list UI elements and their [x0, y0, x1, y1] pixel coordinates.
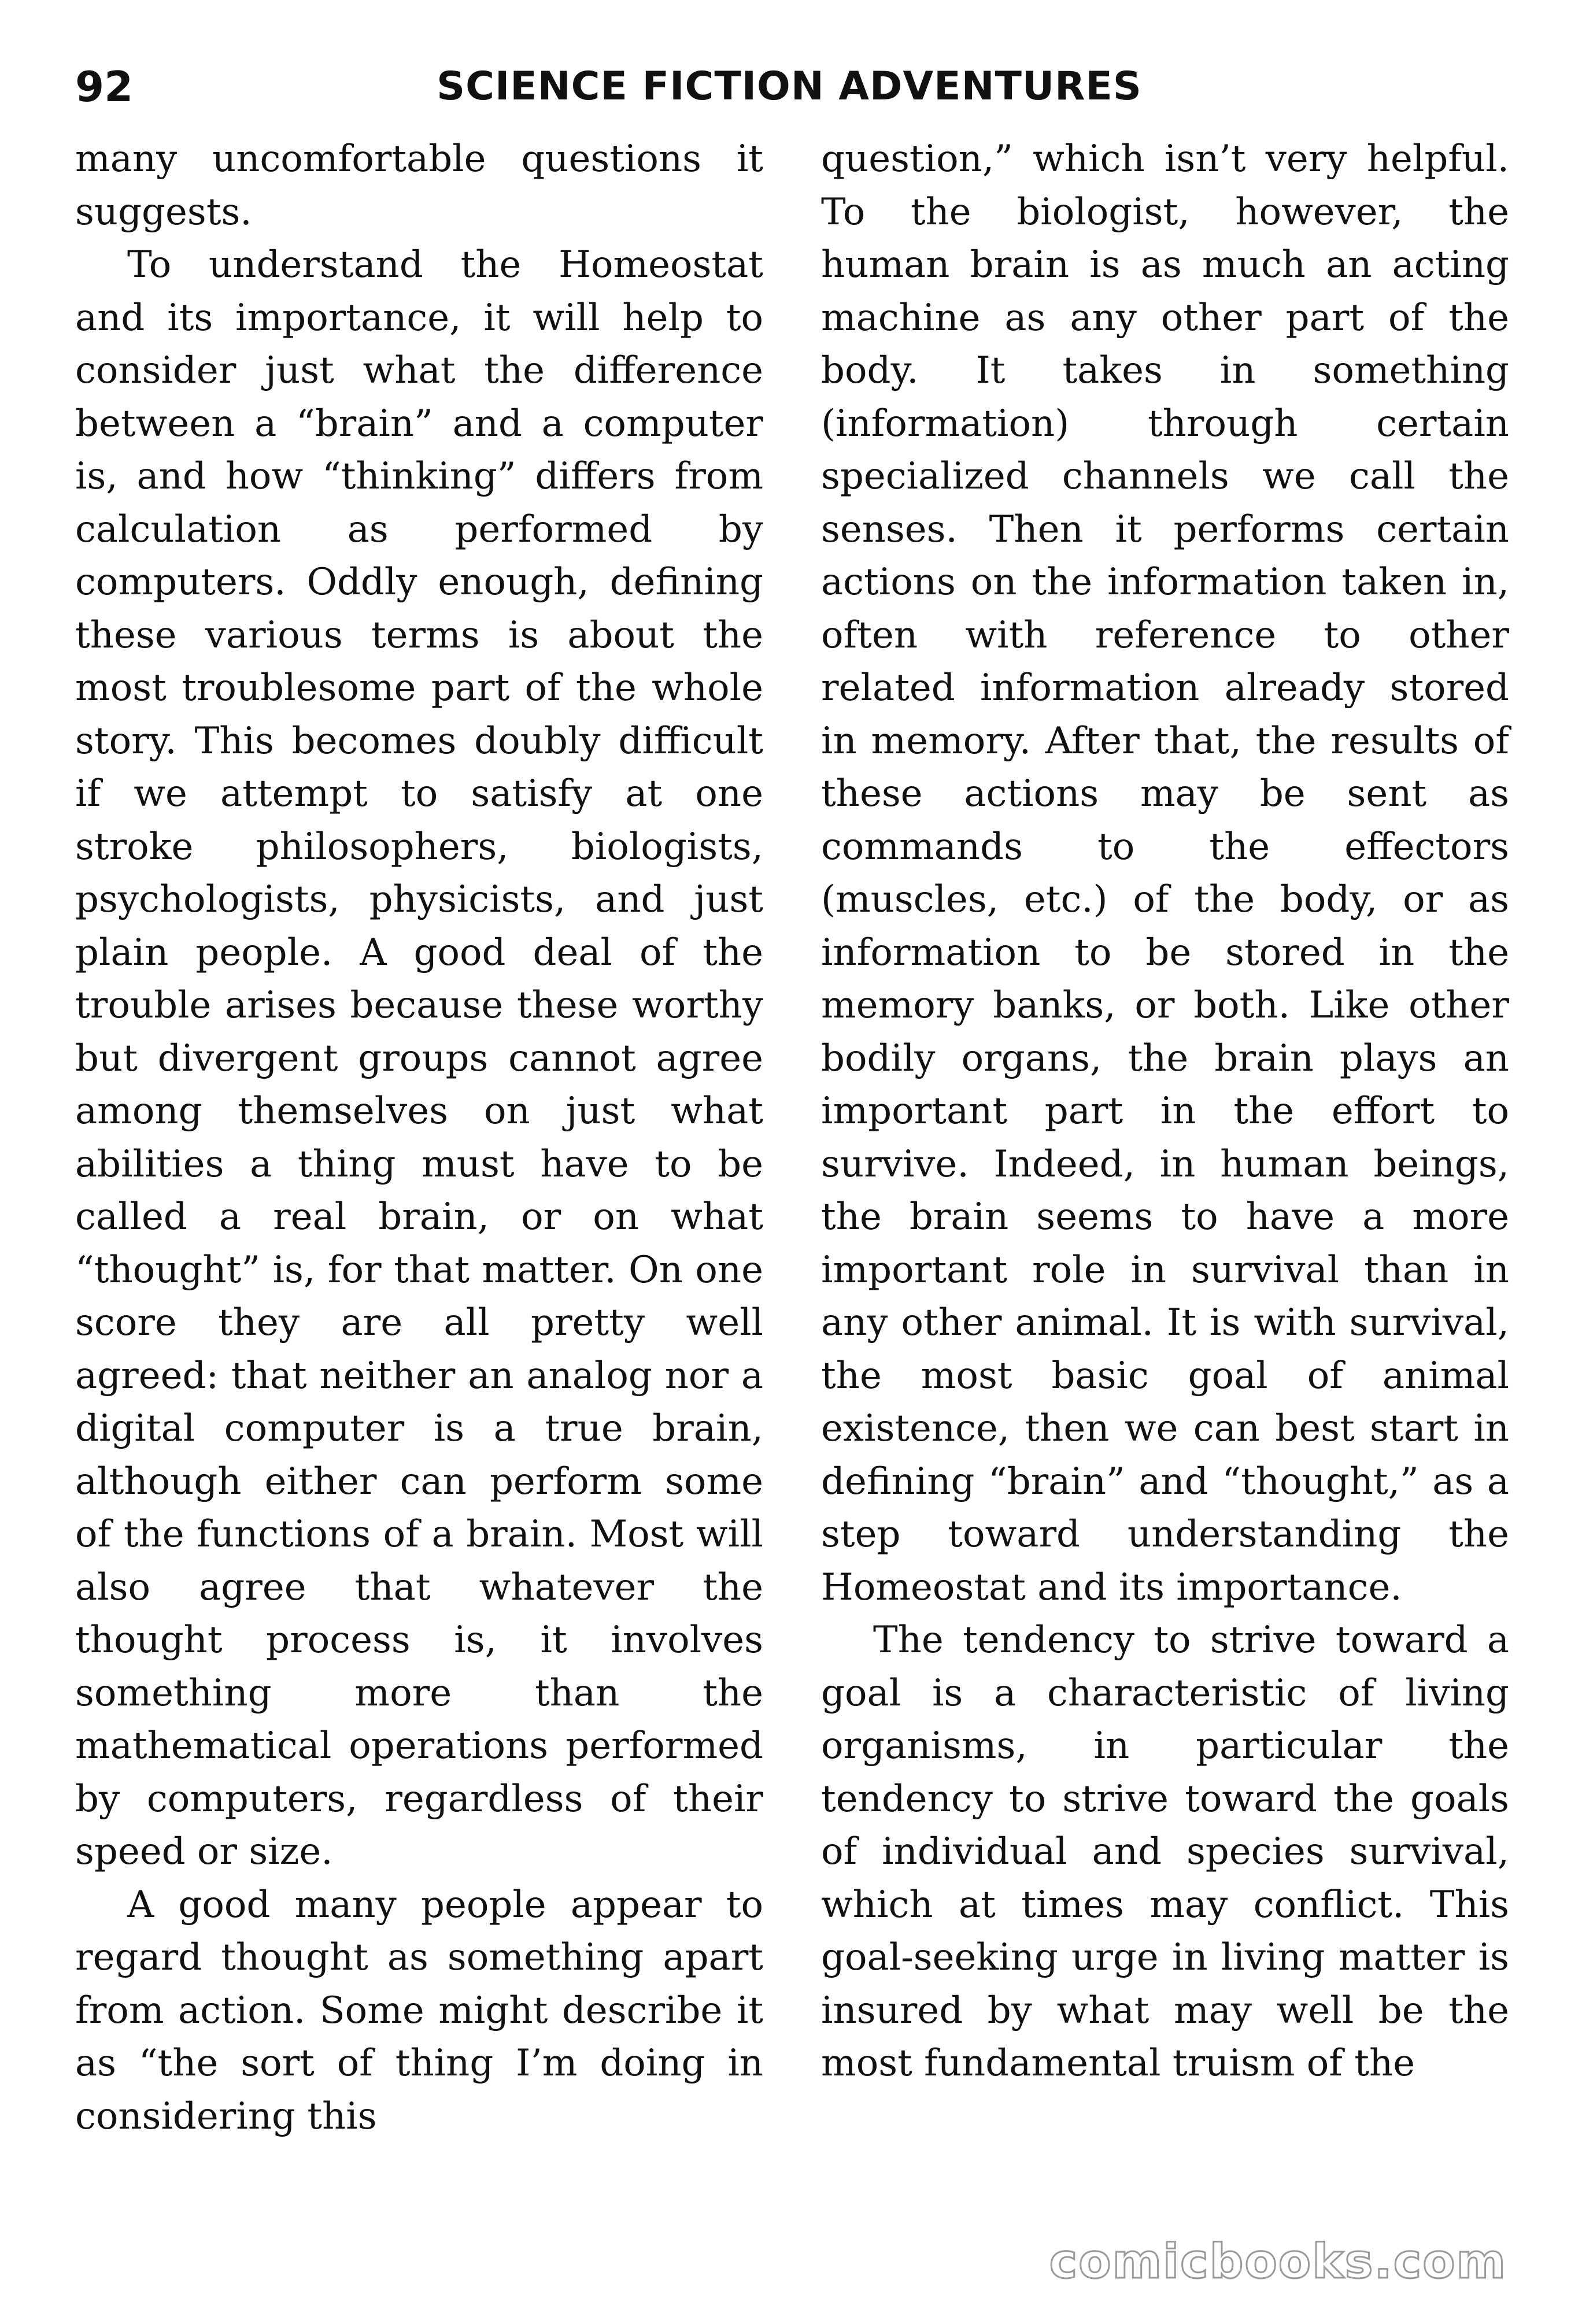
paragraph: A good many people appear to regard thought as something apart from action. Some might describe it as “the sort of thing I’m doing in considering this [75, 1883, 763, 2138]
watermark: comicbooks.com [1049, 2234, 1507, 2289]
right-column [821, 133, 1509, 2090]
paragraph: To understand the Homeostat and its importance, it will help to consider just what the difference between a “brain” and a computer is, and how “thinking” differs from calculation as performed by computers. Oddly enough, defining these various terms is about the most troublesome part of the whole story. This becomes doubly difficult if we attempt to satisfy at one stroke philosophers, biologists, psychologists, physicists, and just plain people. A good deal of the trouble arises because these worthy but divergent groups cannot agree among themselves on just what abilities a thing must have to be called a real brain, or on what “thought” is, for that matter. On one score they are all pretty well agreed: that neither an analog nor a digital computer is a true brain, although either can perform some of the functions of a brain. Most will also agree that whatever the thought process is, it involves something more than the mathematical operations performed by computers, regardless of their speed or size. [75, 243, 763, 1873]
page-header [75, 58, 1503, 133]
paragraph: many uncomfortable questions it suggests. [75, 138, 763, 234]
running-head: SCIENCE FICTION ADVENTURES [437, 64, 1142, 109]
left-column [75, 133, 763, 2143]
paragraph: The tendency to strive toward a goal is a characteristic of living organisms, in particular the tendency to strive toward the goals of individual and species survival, which at times may conflict. This goal-seeking urge in living matter is insured by what may well be the most fundamental truism of the [821, 1619, 1509, 2085]
paragraph: question,” which isn’t very helpful. To the biologist, however, the human brain is as much an acting machine as any other part of the body. It takes in something (information) through certain specialized channels we call the senses. Then it performs certain actions on the information taken in, often with reference to other related information already stored in memory. After that, the results of these actions may be sent as commands to the effectors (muscles, etc.) of the body, or as information to be stored in the memory banks, or both. Like other bodily organs, the brain plays an important part in the effort to survive. Indeed, in human beings, the brain seems to have a more important role in survival than in any other animal. It is with survival, the most basic goal of animal existence, then we can best start in defining “brain” and “thought,” as a step toward understanding the Homeostat and its importance. [821, 138, 1509, 1609]
page-number: 92 [75, 62, 134, 111]
